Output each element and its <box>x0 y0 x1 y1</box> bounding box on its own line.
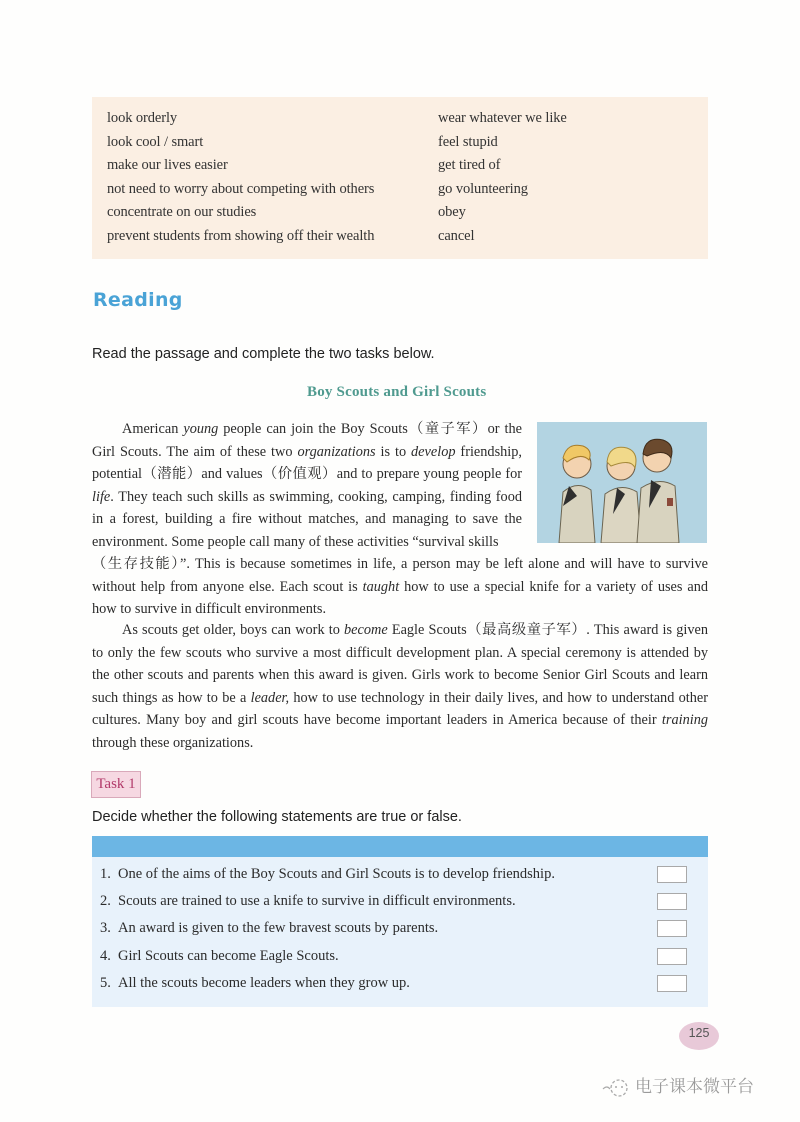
statement-row <box>92 972 708 999</box>
task-1-badge: Task 1 <box>91 771 141 798</box>
passage-title: Boy Scouts and Girl Scouts <box>307 384 487 400</box>
statement-text: One of the aims of the Boy Scouts and Girl Scouts is to develop friendship. <box>118 866 555 882</box>
phrase: make our lives easier <box>107 157 228 174</box>
statement-number: 2. <box>100 893 111 910</box>
phrase: concentrate on our studies <box>107 204 257 221</box>
section-title: Reading <box>93 289 183 311</box>
passage-paragraph-2: As scouts get older, boys can work to become Eagle Scouts（最高级童子军）. This award is given to only the few scouts who survive a most difficult development plan. A special ceremony is attended by the other scouts and parents when this award is given. Girls work to become Senior Girl Scouts and learn such things as how to be a leader, how to use technology in their daily lives, and how to understand other cultures. Many boy and girl scouts have become important leaders in America because of their training through these organizations. <box>92 622 709 751</box>
statement-number: 1. <box>100 866 111 882</box>
phrase: go volunteering <box>438 180 528 197</box>
phrase-column-right <box>438 107 567 249</box>
statement-text: Scouts are trained to use a knife to survive in difficult environments. <box>118 893 516 910</box>
passage-paragraph-1: American young people can join the Boy Scouts（童子军）or the Girl Scouts. The aim of these two organizations is to develop friendship, potential（潜能）and values（价值观）and to prepare young people for life. They teach such skills as swimming, cooking, camping, finding food in a forest, building a fire without matches, and managing to save the environment. Some people call many of these activities “survival skills <box>92 421 522 550</box>
answer-box[interactable] <box>657 975 687 992</box>
phrase-column-left <box>107 107 374 249</box>
answer-box[interactable] <box>657 866 687 883</box>
reading-instruction: Read the passage and complete the two tasks below. <box>92 346 435 362</box>
watermark-text: 电子课本微平台 <box>635 1077 754 1097</box>
statement-text: An award is given to the few bravest scouts by parents. <box>118 920 439 937</box>
statement-number: 4. <box>100 947 111 964</box>
phrase: wear whatever we like <box>438 110 567 126</box>
statement-row <box>92 945 708 972</box>
scouts-image-icon <box>537 422 707 543</box>
statement-row <box>92 890 708 917</box>
true-false-table <box>92 836 708 1007</box>
phrase: cancel <box>438 227 475 244</box>
phrase: prevent students from showing off their wealth <box>107 227 375 244</box>
scouts-illustration <box>537 422 707 543</box>
phrase: look orderly <box>107 110 178 126</box>
page-number: 125 <box>679 1022 719 1050</box>
statement-text: All the scouts become leaders when they grow up. <box>118 974 410 991</box>
statement-text: Girl Scouts can become Eagle Scouts. <box>118 947 339 964</box>
table-header-bar <box>92 836 708 857</box>
phrase: get tired of <box>438 157 501 174</box>
statement-row <box>92 917 708 944</box>
answer-box[interactable] <box>657 920 687 937</box>
statement-number: 3. <box>100 920 111 937</box>
phrase: feel stupid <box>438 133 498 150</box>
answer-box[interactable] <box>657 948 687 965</box>
watermark <box>601 1072 754 1097</box>
task-1-instruction: Decide whether the following statements are true or false. <box>92 809 462 825</box>
passage-paragraph-1-continued: （生存技能）”. This is because sometimes in life, a person may be left alone and will have to survive without help from anyone else. Each scout is taught how to use a special knife for a variety of uses and how to survive in difficult environments. <box>92 556 708 618</box>
phrase-box <box>92 97 708 259</box>
wechat-icon <box>601 1077 631 1097</box>
phrase: not need to worry about competing with others <box>107 180 375 197</box>
statement-number: 5. <box>100 974 111 991</box>
table-body <box>92 857 708 1007</box>
answer-box[interactable] <box>657 893 687 910</box>
statement-row <box>92 863 708 890</box>
phrase: obey <box>438 204 466 221</box>
phrase: look cool / smart <box>107 133 204 150</box>
